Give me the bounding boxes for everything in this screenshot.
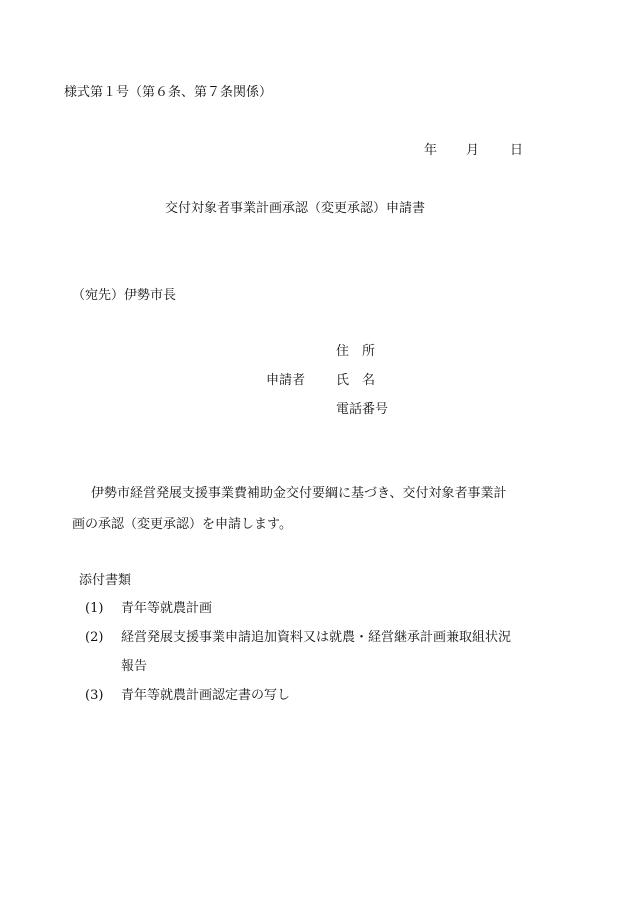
applicant-label: 申請者 (266, 373, 306, 388)
attachment-text-continuation: 報告 (121, 659, 148, 674)
date-day-label: 日 (510, 143, 524, 158)
addressee: （宛先）伊勢市長 (72, 288, 177, 303)
applicant-name-label: 氏 名 (336, 373, 376, 388)
date-month-label: 月 (466, 143, 480, 158)
applicant-address-label: 住 所 (336, 344, 376, 359)
attachment-item (85, 630, 511, 646)
attachment-text: 青年等就農計画認定書の写し (121, 688, 291, 703)
attachment-text: 経営発展支援事業申請追加資料又は就農・経営継承計画兼取組状況 (121, 630, 512, 645)
attachment-number: (1) (85, 601, 104, 616)
body-text-line-2: 画の承認（変更承認）を申請します。 (72, 517, 292, 532)
attachment-item (85, 601, 212, 617)
form-number: 様式第１号（第６条、第７条関係） (64, 85, 273, 100)
applicant-phone-label: 電話番号 (336, 402, 389, 417)
body-text-line-1: 伊勢市経営発展支援事業費補助金交付要綱に基づき、交付対象者事業計 (91, 486, 507, 501)
document-title: 交付対象者事業計画承認（変更承認）申請書 (165, 201, 426, 216)
attachment-item (85, 688, 290, 704)
attachment-text: 青年等就農計画 (121, 601, 213, 616)
attachment-number: (2) (85, 630, 104, 645)
attachments-heading: 添付書類 (79, 573, 132, 588)
attachment-number: (3) (85, 688, 104, 703)
date-year-label: 年 (424, 143, 438, 158)
